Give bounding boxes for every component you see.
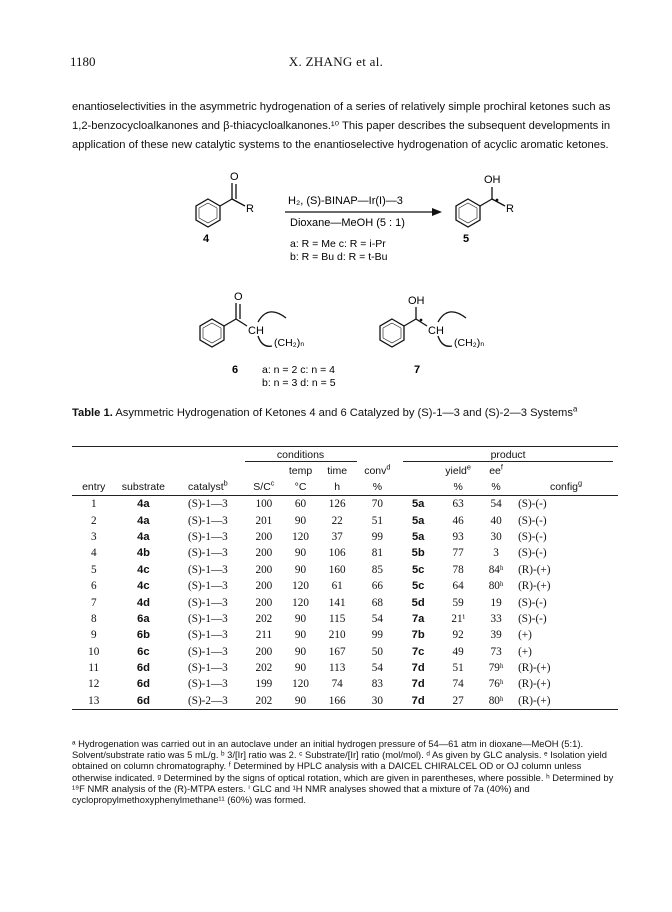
cell-ee: 40	[490, 514, 502, 527]
cell-entry: 4	[90, 547, 97, 560]
cell-product: 7d	[411, 662, 425, 675]
compound-label-6: 6	[232, 364, 239, 376]
cell-product: 5b	[411, 547, 425, 560]
intro-line: enantioselectivities in the asymmetric hydrogenation of a series of relatively simple prochiral ketones such as	[72, 101, 611, 113]
cell-substrate: 4d	[136, 596, 150, 609]
col-sc: S/C	[253, 481, 271, 493]
cell-yield: 92	[452, 629, 464, 642]
cell-temp: 90	[294, 645, 307, 658]
cell-substrate: 6d	[116, 693, 172, 710]
cell-substrate: 4c	[137, 563, 150, 576]
cell-config: (S)-(-)	[518, 530, 547, 543]
cell-time: 61	[331, 580, 343, 593]
table-row	[72, 512, 618, 528]
col-time: time	[327, 465, 348, 477]
cell-time: 22	[331, 514, 343, 527]
scheme-oh-label: OH	[484, 174, 501, 186]
cell-sc: 202	[245, 693, 284, 710]
cell-conv: 30	[357, 693, 399, 710]
cell-yield: 27	[438, 693, 478, 710]
col-config: config	[549, 481, 578, 493]
col-temp: temp	[288, 465, 313, 477]
scheme-ch-label: CH	[428, 325, 444, 337]
cell-conv: 50	[371, 645, 383, 658]
cell-sc: 200	[255, 563, 273, 576]
table-row	[72, 627, 618, 643]
cell-product: 5a	[411, 514, 425, 527]
footnote-marker: e	[466, 462, 471, 472]
footnote-marker: a	[572, 404, 578, 414]
cell-product: 5c	[411, 580, 425, 593]
intro-line: 1,2-benzocycloalkanones and β-thiacycloalkanones.¹⁰ This paper describes the subsequent developments in	[72, 120, 611, 132]
scheme-reagents: H₂, (S)-BINAP—Ir(I)—3	[288, 195, 403, 207]
cell-catalyst: (S)-1—3	[188, 612, 228, 625]
cell-config: (S)-(-)	[518, 547, 547, 560]
table-caption-text: Asymmetric Hydrogenation of Ketones 4 and 6 Catalyzed by (S)-1—3 and (S)-2—3 Systems	[115, 407, 573, 419]
table-row	[72, 611, 618, 627]
cell-yield: 63	[452, 498, 464, 511]
col-catalyst: catalyst	[188, 481, 224, 493]
table-caption-label: Table 1.	[72, 407, 113, 419]
scheme-r-label: R	[246, 203, 254, 215]
header-row-main	[72, 479, 618, 496]
cell-temp: 120	[292, 596, 309, 609]
cell-yield: 49	[452, 645, 464, 658]
cell-ee: 33	[490, 612, 502, 625]
cell-ee: 39	[490, 629, 502, 642]
table-row	[72, 529, 618, 545]
table-row	[72, 594, 618, 610]
compound-label-7: 7	[414, 364, 421, 376]
cell-time: 106	[328, 547, 346, 560]
scheme-o-label: O	[230, 171, 239, 183]
table-row	[72, 578, 618, 594]
cell-sc: 200	[255, 596, 273, 609]
cell-temp: 90	[294, 612, 307, 625]
cell-temp: 90	[294, 563, 307, 576]
cell-time: 74	[331, 678, 343, 691]
footnote-marker: f	[500, 462, 503, 472]
cell-product: 5c	[411, 563, 425, 576]
cell-yield: 77	[452, 547, 464, 560]
cell-config: (S)-(-)	[518, 596, 547, 609]
substituent-list: a: R = Me c: R = i-Pr	[290, 238, 386, 250]
cell-ee: 19	[490, 596, 502, 609]
cell-config: (+)	[518, 629, 532, 642]
table-row	[72, 562, 618, 578]
cell-entry: 8	[90, 612, 97, 625]
cell-entry: 11	[88, 662, 100, 675]
cell-conv: 85	[371, 563, 383, 576]
cell-product: 7d	[411, 678, 425, 691]
col-entry: entry	[72, 479, 116, 496]
cell-yield: 64	[452, 580, 464, 593]
cell-yield: 46	[452, 514, 464, 527]
cell-catalyst: (S)-1—3	[188, 662, 228, 675]
cell-temp: 90	[294, 662, 307, 675]
cell-temp: 120	[292, 678, 309, 691]
intro-line: application of these new catalytic systems to the enantioselective hydrogenation of acyclic aromatic ketones.	[72, 139, 609, 151]
cell-catalyst: (S)-1—3	[188, 678, 228, 691]
cell-sc: 211	[255, 629, 273, 642]
n-value-list: b: n = 3 d: n = 5	[262, 377, 336, 389]
cell-substrate: 6b	[136, 629, 150, 642]
cell-time: 141	[328, 596, 346, 609]
cell-ee: 3	[493, 547, 499, 560]
n-value-list: a: n = 2 c: n = 4	[262, 364, 335, 376]
col-degc: °C	[283, 479, 318, 496]
cell-ee: 76ʰ	[488, 678, 504, 691]
col-ee: ee	[489, 465, 501, 477]
cell-time: 126	[328, 498, 346, 511]
cell-catalyst: (S)-1—3	[188, 629, 228, 642]
cell-time: 167	[328, 645, 346, 658]
cell-ee: 54	[490, 498, 502, 511]
table-body	[72, 496, 618, 710]
cell-ee: 79ʰ	[488, 662, 504, 675]
cell-entry: 7	[90, 596, 97, 609]
cell-yield: 74	[452, 678, 464, 691]
cell-product: 7b	[411, 629, 425, 642]
cell-substrate: 4a	[137, 498, 150, 511]
cell-config: (S)-(-)	[518, 612, 547, 625]
header-row-sub	[72, 463, 618, 479]
cell-sc: 202	[255, 662, 273, 675]
reaction-scheme	[0, 0, 672, 400]
cell-conv: 66	[371, 580, 383, 593]
table-row	[72, 660, 618, 676]
footnote-marker: b	[223, 478, 228, 488]
cell-sc: 202	[255, 612, 273, 625]
col-substrate: substrate	[116, 479, 172, 496]
cell-sc: 100	[255, 498, 273, 511]
cell-catalyst: (S)-1—3	[188, 514, 228, 527]
cell-sc: 201	[255, 514, 273, 527]
cell-yield: 78	[452, 563, 464, 576]
cell-entry: 13	[72, 693, 116, 710]
cell-temp: 120	[292, 530, 309, 543]
cell-substrate: 4b	[136, 547, 150, 560]
cell-conv: 54	[371, 662, 383, 675]
cell-time: 113	[328, 662, 346, 675]
cell-temp: 90	[283, 693, 318, 710]
scheme-r-label: R	[506, 203, 514, 215]
cell-temp: 90	[294, 514, 307, 527]
cell-time: 37	[331, 530, 343, 543]
cell-product: 5a	[411, 498, 425, 511]
cell-config: (R)-(+)	[518, 662, 551, 675]
table-caption	[72, 404, 612, 422]
scheme-ch2n-label: (CH₂)ₙ	[454, 337, 485, 349]
table-footnotes: ᵃ Hydrogenation was carried out in an autoclave under an initial hydrogen pressure of 54—61 atm in dioxane—MeOH (5:1). Solvent/substrate ratio was 5 mL/g. ᵇ 3/[Ir] ratio was 2. ᶜ Substrate/[Ir] ratio (mol/mol). ᵈ As given by GLC analysis. ᵉ Isolation yield obtained on column chromatography. ᶠ Determined by HPLC analysis with a DAICEL CHIRALCEL OD or OJ column unless otherwise indicated. ᵍ Determined by the signs of optical rotation, which are given in parentheses, where possible. ʰ Determined by ¹⁹F NMR analysis of the (R)-MTPA esters. ⁱ GLC and ¹H NMR analyses showed that a mixture of 7a (40%) and cyclopropylmethoxyphenylmethane¹¹ (60%) was formed.	[72, 738, 614, 806]
cell-substrate: 4a	[137, 530, 150, 543]
cell-product: 5a	[411, 530, 425, 543]
col-h: h	[318, 479, 357, 496]
cell-catalyst: (S)-1—3	[188, 498, 228, 511]
substituent-list: b: R = Bu d: R = t-Bu	[290, 251, 388, 263]
cell-entry: 3	[90, 530, 97, 543]
col-yield-unit: %	[438, 479, 478, 496]
cell-temp: 90	[294, 629, 307, 642]
cell-temp: 90	[294, 547, 307, 560]
cell-time: 210	[328, 629, 346, 642]
cell-substrate: 4a	[137, 514, 150, 527]
cell-conv: 68	[371, 596, 383, 609]
cell-ee: 84ʰ	[488, 563, 504, 576]
cell-conv: 54	[371, 612, 383, 625]
results-table	[72, 446, 618, 710]
cell-substrate: 6d	[136, 662, 150, 675]
cell-entry: 9	[90, 629, 97, 642]
compound-label-4: 4	[203, 233, 210, 245]
cell-catalyst: (S)-1—3	[188, 530, 228, 543]
col-yield: yield	[445, 465, 467, 477]
cell-time: 115	[328, 612, 346, 625]
cell-yield: 21ⁱ	[451, 613, 465, 626]
cell-config: (+)	[518, 645, 532, 658]
table-row	[72, 693, 618, 710]
cell-product: 7c	[411, 645, 425, 658]
col-conv: conv	[364, 465, 387, 477]
cell-substrate: 6d	[136, 678, 150, 691]
cell-conv: 83	[371, 678, 383, 691]
cell-product: 7a	[411, 612, 425, 625]
scheme-solvent: Dioxane—MeOH (5 : 1)	[290, 217, 405, 229]
table-row	[72, 545, 618, 561]
cell-catalyst: (S)-1—3	[188, 580, 228, 593]
cell-catalyst: (S)-1—3	[188, 547, 228, 560]
cell-product: 7d	[398, 693, 438, 710]
footnote-marker: c	[270, 478, 275, 488]
cell-time: 160	[328, 563, 346, 576]
cell-conv: 99	[371, 530, 383, 543]
cell-config: (R)-(+)	[518, 563, 551, 576]
footnote-marker: d	[386, 462, 391, 472]
cell-yield: 59	[452, 596, 464, 609]
cell-catalyst: (S)-2—3	[171, 693, 244, 710]
cell-catalyst: (S)-1—3	[188, 645, 228, 658]
cell-ee: 30	[490, 530, 502, 543]
table-row	[72, 644, 618, 660]
cell-entry: 6	[90, 580, 97, 593]
cell-config: (R)-(+)	[518, 580, 551, 593]
cell-temp: 60	[294, 498, 307, 511]
cell-sc: 200	[255, 530, 273, 543]
page-number: 1180	[70, 54, 96, 69]
cell-yield: 51	[452, 662, 464, 675]
cell-entry: 10	[88, 645, 100, 658]
cell-config: (S)-(-)	[518, 498, 547, 511]
col-ee-unit: %	[478, 479, 514, 496]
cell-conv: 81	[371, 547, 383, 560]
cell-config: (S)-(-)	[518, 514, 547, 527]
scheme-o-label: O	[234, 291, 243, 303]
group-conditions: conditions	[245, 449, 357, 462]
cell-config: (R)-(+)	[518, 678, 551, 691]
cell-sc: 200	[255, 645, 273, 658]
scheme-ch-label: CH	[248, 325, 264, 337]
cell-substrate: 6a	[137, 612, 150, 625]
cell-product: 5d	[411, 596, 425, 609]
cell-time: 166	[318, 693, 357, 710]
cell-temp: 120	[292, 580, 309, 593]
cell-entry: 5	[90, 563, 97, 576]
group-product: product	[403, 449, 613, 462]
cell-entry: 2	[90, 514, 97, 527]
cell-ee: 80ʰ	[478, 693, 514, 710]
cell-ee: 73	[490, 645, 502, 658]
table-row	[72, 496, 618, 513]
cell-substrate: 4c	[137, 580, 150, 593]
cell-entry: 1	[90, 498, 97, 511]
cell-sc: 200	[255, 547, 273, 560]
cell-ee: 80ʰ	[488, 580, 504, 593]
running-title: X. ZHANG et al.	[288, 54, 384, 69]
header-row-groups	[72, 447, 618, 464]
cell-sc: 200	[255, 580, 273, 593]
compound-label-5: 5	[463, 233, 470, 245]
cell-sc: 199	[255, 678, 273, 691]
cell-catalyst: (S)-1—3	[188, 596, 228, 609]
cell-conv: 51	[371, 514, 383, 527]
cell-entry: 12	[88, 678, 100, 691]
scheme-ch2n-label: (CH₂)ₙ	[274, 337, 305, 349]
cell-config: (R)-(+)	[514, 693, 618, 710]
cell-yield: 93	[452, 530, 464, 543]
scheme-oh-label: OH	[408, 295, 425, 307]
footnote-marker: g	[578, 478, 583, 488]
cell-substrate: 6c	[137, 645, 150, 658]
cell-conv: 99	[371, 629, 383, 642]
cell-catalyst: (S)-1—3	[188, 563, 228, 576]
table-row	[72, 676, 618, 692]
col-conv-unit: %	[357, 479, 399, 496]
cell-conv: 70	[371, 498, 383, 511]
